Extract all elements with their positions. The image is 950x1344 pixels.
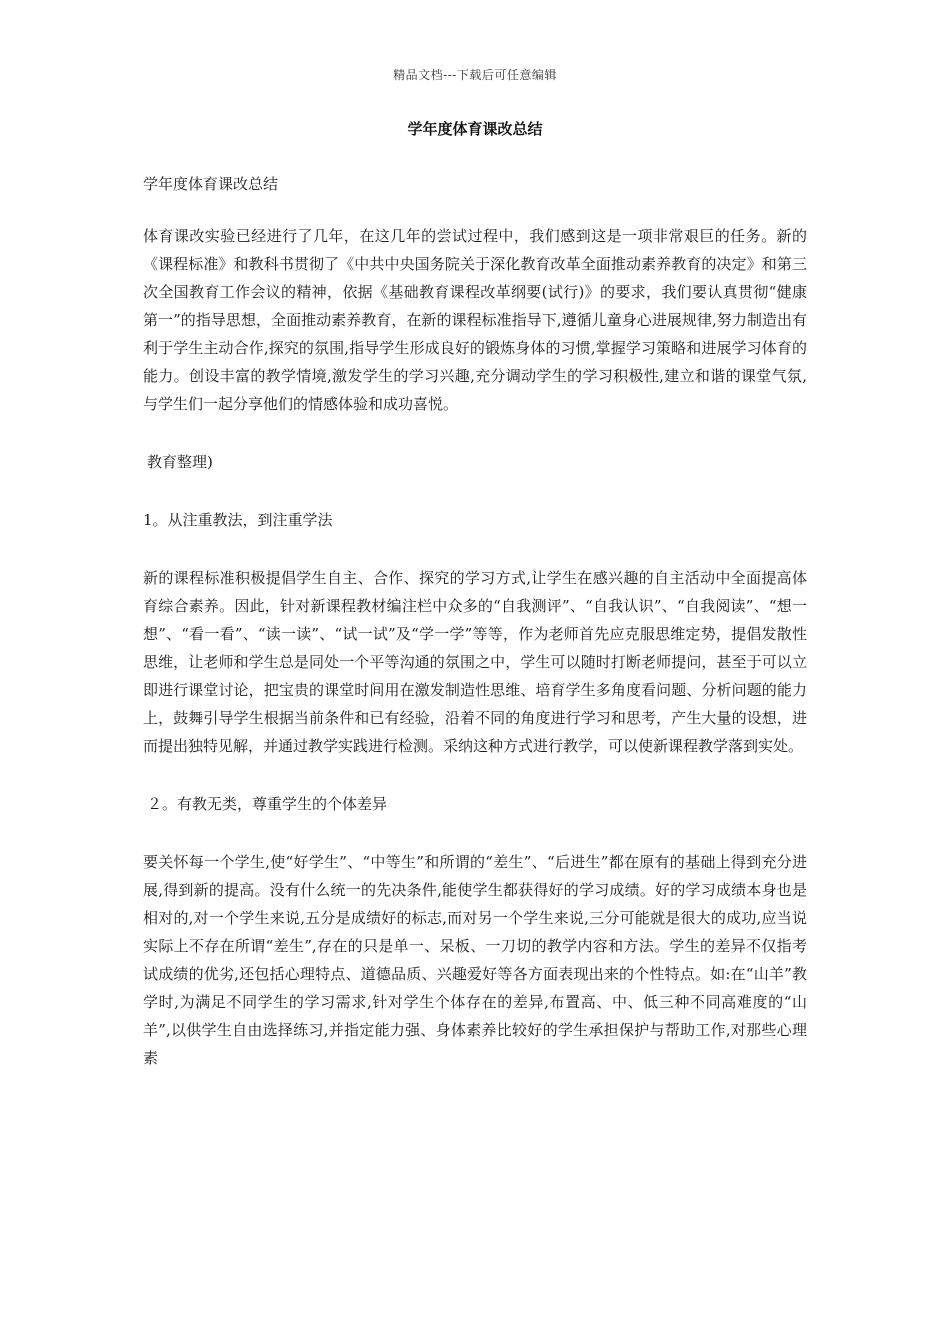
header-note: 精品文档---下载后可任意编辑 [393, 68, 557, 82]
section-1-heading: 1。从注重教法，到注重学法 [143, 511, 333, 529]
intro-paragraph: 体育课改实验已经进行了几年，在这几年的尝试过程中，我们感到这是一项非常艰巨的任务。新的《课程标准》和教科书贯彻了《中共中央国务院关于深化教育改革全面推动素养教育的决定》和第三次全国教育工作会议的精神，依据《基础教育课程改革纲要(试行)》的要求，我们要认真贯彻“健康第一”的指导思想，全面推动素养教育，在新的课程标准指导下,遵循儿童身心进展规律,努力制造出有利于学生主动合作,探究的氛围,指导学生形成良好的锻炼身体的习惯,掌握学习策略和进展学习体育的能力。创设丰富的教学情境,激发学生的学习兴趣,充分调动学生的学习积极性,建立和谐的课堂气氛,与学生们一起分享他们的情感体验和成功喜悦。 [143, 227, 807, 413]
subtitle: 学年度体育课改总结 [143, 175, 279, 193]
section-2-body: 要关怀每一个学生,使“好学生”、“中等生”和所谓的“差生”、“后进生”都在原有的基础上得到充分进展,得到新的提高。没有什么统一的先决条件,能使学生都获得好的学习成绩。好的学习成绩本身也是相对的,对一个学生来说,五分是成绩好的标志,而对另一个学生来说,三分可能就是很大的成功,应当说实际上不存在所谓“差生”,存在的只是单一、呆板、一刀切的教学内容和方法。学生的差异不仅指考试成绩的优劣,还包括心理特点、道德品质、兴趣爱好等各方面表现出来的个性特点。如:在“山羊”教学时,为满足不同学生的学习需求,针对学生个体存在的差异,布置高、中、低三种不同高难度的“山羊”,以供学生自由选择练习,并指定能力强、身体素养比较好的学生承担保护与帮助工作,对那些心理素 [143, 853, 807, 1067]
section-label: 教育整理) [147, 453, 213, 471]
document-body [143, 170, 807, 1102]
document-title: 学年度体育课改总结 [407, 120, 543, 138]
section-1-body: 新的课程标准积极提倡学生自主、合作、探究的学习方式,让学生在感兴趣的自主活动中全面提高体育综合素养。因此，针对新课程教材编注栏中众多的“自我测评”、“自我认识”、“自我阅读”、“想一想”、“看一看”、“读一读”、“试一试”及“学一学”等等，作为老师首先应克服思维定势，提倡发散性思维，让老师和学生总是同处一个平等沟通的氛围之中，学生可以随时打断老师提问，甚至于可以立即进行课堂讨论，把宝贵的课堂时间用在激发制造性思维、培育学生多角度看问题、分析问题的能力上，鼓舞引导学生根据当前条件和已有经验，沿着不同的角度进行学习和思考，产生大量的设想，进而提出独特见解，并通过教学实践进行检测。采纳这种方式进行教学，可以使新课程教学落到实处。 [143, 569, 807, 755]
section-2-heading: ２。有教无类，尊重学生的个体差异 [147, 795, 388, 813]
